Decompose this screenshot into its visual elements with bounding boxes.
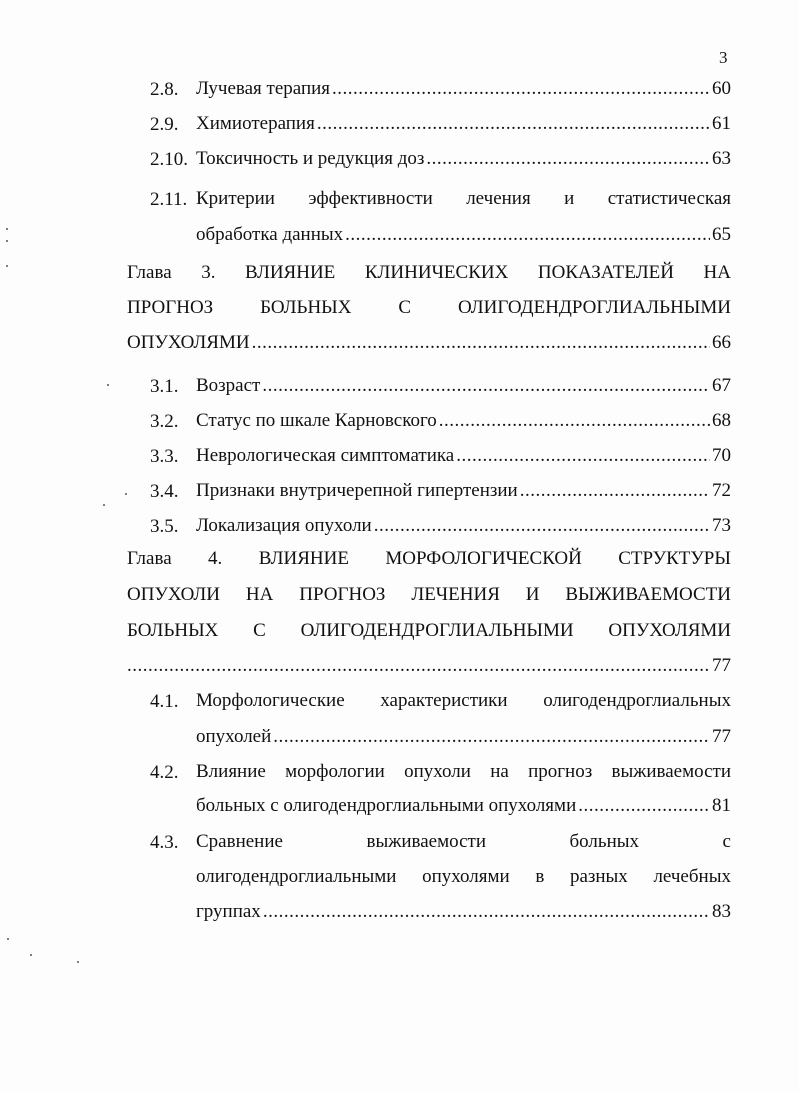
entry-page: 72 xyxy=(712,480,731,501)
entry-number: 4.1. xyxy=(150,691,179,712)
entry-number: 3.4. xyxy=(150,481,179,502)
entry-page: 70 xyxy=(712,445,731,466)
leader-dots xyxy=(345,224,710,246)
chapter-title-line: ОПУХОЛИ НА ПРОГНОЗ ЛЕЧЕНИЯ И ВЫЖИВАЕМОСТИ xyxy=(127,584,731,605)
chapter-title-line: ПРОГНОЗ БОЛЬНЫХ С ОЛИГОДЕНДРОГЛИАЛЬНЫМИ xyxy=(127,297,731,318)
entry-page: 61 xyxy=(712,113,731,134)
chapter-page: 66 xyxy=(712,332,731,353)
entry-page: 73 xyxy=(712,515,731,536)
entry-number: 3.1. xyxy=(150,376,179,397)
entry-title-line: Сравнение выживаемости больных с xyxy=(196,831,731,852)
entry-number: 4.2. xyxy=(150,762,179,783)
scan-speck xyxy=(107,384,109,386)
entry-number: 3.2. xyxy=(150,411,179,432)
entry-title: Химиотерапия xyxy=(196,113,315,134)
entry-title: группах xyxy=(196,901,261,922)
scan-speck xyxy=(6,228,8,230)
chapter-page: 77 xyxy=(712,655,731,676)
chapter-title-line: Глава 3. ВЛИЯНИЕ КЛИНИЧЕСКИХ ПОКАЗАТЕЛЕЙ НА xyxy=(127,262,731,283)
entry-page: 63 xyxy=(712,148,731,169)
chapter-title-line: Глава 4. ВЛИЯНИЕ МОРФОЛОГИЧЕСКОЙ СТРУКТУРЫ xyxy=(127,548,731,569)
entry-title-line: Морфологические характеристики олигодендроглиальных xyxy=(196,690,731,711)
leader-dots xyxy=(578,795,710,817)
leader-dots xyxy=(127,655,710,677)
entry-title: Статус по шкале Карновского xyxy=(196,410,437,431)
scan-speck xyxy=(7,938,9,940)
entry-number: 3.3. xyxy=(150,446,179,467)
leader-dots xyxy=(374,515,710,537)
scan-speck xyxy=(6,265,8,267)
leader-dots xyxy=(317,113,710,135)
leader-dots xyxy=(273,726,710,748)
entry-title: обработка данных xyxy=(196,224,344,245)
page-number: 3 xyxy=(719,48,728,67)
entry-page: 77 xyxy=(712,726,731,747)
scan-speck xyxy=(103,504,105,506)
entry-title: Признаки внутричерепной гипертензии xyxy=(196,480,518,501)
entry-title: Неврологическая симптоматика xyxy=(196,445,455,466)
leader-dots xyxy=(332,78,710,100)
entry-title-line: олигодендроглиальными опухолями в разных лечебных xyxy=(196,866,731,887)
leader-dots xyxy=(263,901,710,923)
entry-number: 3.5. xyxy=(150,516,179,537)
leader-dots xyxy=(456,445,710,467)
entry-title-line: Влияние морфологии опухоли на прогноз выживаемости xyxy=(196,761,731,782)
entry-page: 83 xyxy=(712,901,731,922)
scan-speck xyxy=(77,961,79,963)
entry-title: Возраст xyxy=(196,375,261,396)
scan-speck xyxy=(30,954,32,956)
entry-title: Локализация опухоли xyxy=(196,515,372,536)
entry-page: 81 xyxy=(712,795,731,816)
entry-title: опухолей xyxy=(196,726,272,747)
entry-number: 2.9. xyxy=(150,114,179,135)
entry-number: 4.3. xyxy=(150,832,179,853)
entry-number: 2.11. xyxy=(150,189,188,210)
entry-page: 67 xyxy=(712,375,731,396)
entry-page: 60 xyxy=(712,78,731,99)
scan-speck xyxy=(125,493,127,495)
leader-dots xyxy=(262,375,710,397)
leader-dots xyxy=(439,410,710,432)
leader-dots xyxy=(520,480,710,502)
entry-number: 2.8. xyxy=(150,79,179,100)
scan-speck xyxy=(6,240,8,242)
entry-title: Лучевая терапия xyxy=(196,78,331,99)
entry-page: 68 xyxy=(712,410,731,431)
entry-title: больных с олигодендроглиальными опухолями xyxy=(196,795,577,816)
entry-title: Токсичность и редукция доз xyxy=(196,148,425,169)
entry-title-line: Критерии эффективности лечения и статистическая xyxy=(196,188,731,209)
chapter-title-line: БОЛЬНЫХ С ОЛИГОДЕНДРОГЛИАЛЬНЫМИ ОПУХОЛЯМИ xyxy=(127,620,731,641)
leader-dots xyxy=(426,148,710,170)
entry-number: 2.10. xyxy=(150,149,188,170)
leader-dots xyxy=(252,332,710,354)
entry-page: 65 xyxy=(712,224,731,245)
chapter-title: ОПУХОЛЯМИ xyxy=(127,332,250,353)
